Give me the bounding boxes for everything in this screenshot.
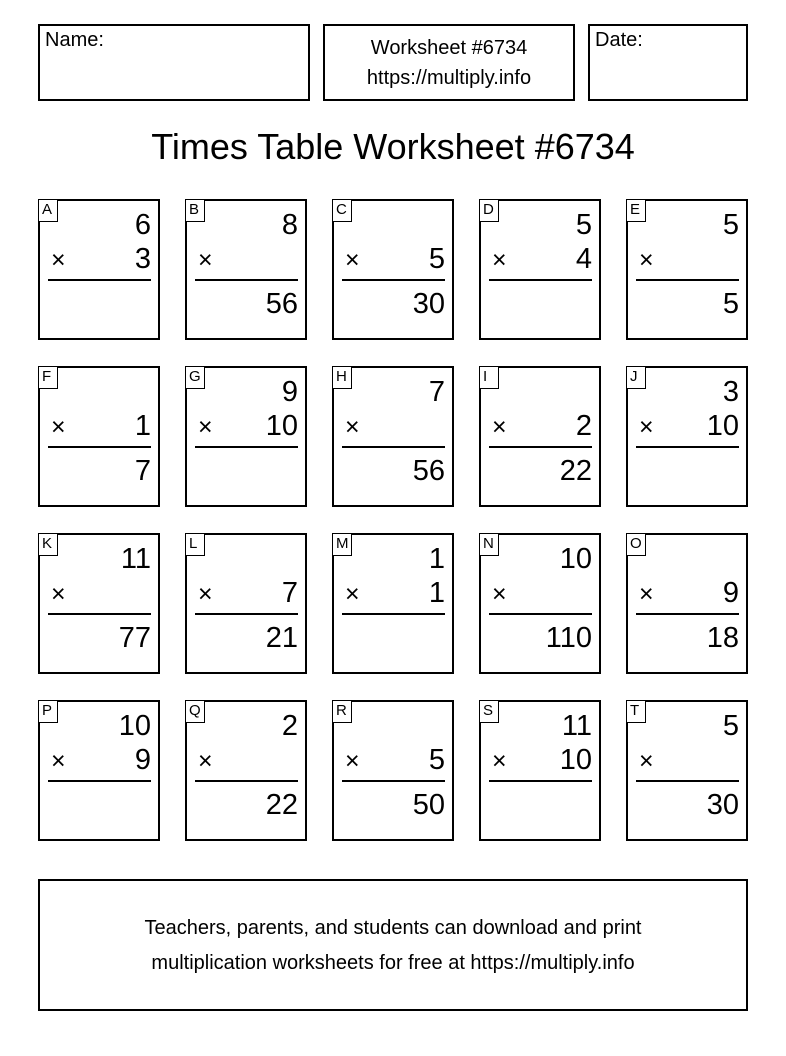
bottom-factor: 3	[134, 243, 151, 275]
problem-card	[332, 199, 454, 340]
product: 30	[412, 288, 445, 320]
problem-card	[626, 533, 748, 674]
times-sign: ×	[51, 580, 66, 608]
top-factor: 7	[428, 376, 445, 408]
top-factor: 3	[722, 376, 739, 408]
problem-card	[185, 533, 307, 674]
answer-rule	[489, 446, 592, 448]
times-sign: ×	[492, 413, 507, 441]
top-factor: 5	[575, 209, 592, 241]
bottom-factor: 1	[428, 577, 445, 609]
product: 5	[722, 288, 739, 320]
times-sign: ×	[198, 580, 213, 608]
answer-rule	[342, 279, 445, 281]
bottom-factor: 4	[575, 243, 592, 275]
answer-rule	[489, 780, 592, 782]
problem-card	[185, 366, 307, 507]
bottom-factor: 5	[428, 243, 445, 275]
times-sign: ×	[345, 413, 360, 441]
problem-letter: A	[38, 199, 58, 222]
bottom-factor: 9	[134, 744, 151, 776]
answer-rule	[636, 613, 739, 615]
problem-letter: F	[38, 366, 58, 389]
answer-rule	[342, 613, 445, 615]
worksheet-id: Worksheet #6734	[370, 37, 528, 59]
answer-rule	[48, 279, 151, 281]
footer-line-1: Teachers, parents, and students can download and print	[144, 917, 642, 939]
problem-letter: P	[38, 700, 58, 723]
times-sign: ×	[198, 246, 213, 274]
problem-letter: E	[626, 199, 646, 222]
times-sign: ×	[639, 246, 654, 274]
bottom-factor: 5	[428, 744, 445, 776]
name-label: Name:	[45, 29, 104, 51]
top-factor: 1	[428, 543, 445, 575]
problem-card	[185, 199, 307, 340]
times-sign: ×	[198, 413, 213, 441]
answer-rule	[489, 613, 592, 615]
name-field-box[interactable]	[38, 24, 310, 101]
times-sign: ×	[51, 747, 66, 775]
problem-card	[479, 366, 601, 507]
problem-card	[332, 533, 454, 674]
problem-card	[38, 199, 160, 340]
date-label: Date:	[595, 29, 643, 51]
problem-letter: B	[185, 199, 205, 222]
problem-letter: H	[332, 366, 352, 389]
product: 22	[559, 455, 592, 487]
worksheet-url: https://multiply.info	[366, 67, 532, 89]
footer-box	[38, 879, 748, 1011]
problem-card	[626, 366, 748, 507]
answer-rule	[636, 279, 739, 281]
times-sign: ×	[345, 747, 360, 775]
answer-rule	[195, 446, 298, 448]
problem-card	[332, 366, 454, 507]
problem-letter: L	[185, 533, 205, 556]
problem-letter: D	[479, 199, 499, 222]
times-sign: ×	[492, 246, 507, 274]
product: 56	[412, 455, 445, 487]
problem-card	[626, 199, 748, 340]
answer-rule	[195, 613, 298, 615]
times-sign: ×	[345, 246, 360, 274]
problem-letter: G	[185, 366, 205, 389]
times-sign: ×	[492, 747, 507, 775]
answer-rule	[342, 780, 445, 782]
times-sign: ×	[639, 747, 654, 775]
product: 77	[118, 622, 151, 654]
top-factor: 10	[559, 543, 592, 575]
top-factor: 2	[281, 710, 298, 742]
problem-card	[332, 700, 454, 841]
bottom-factor: 1	[134, 410, 151, 442]
bottom-factor: 10	[559, 744, 592, 776]
answer-rule	[195, 279, 298, 281]
footer-line-2: multiplication worksheets for free at https://multiply.info	[151, 952, 635, 974]
times-sign: ×	[639, 580, 654, 608]
times-sign: ×	[345, 580, 360, 608]
product: 18	[706, 622, 739, 654]
problem-letter: S	[479, 700, 499, 723]
answer-rule	[342, 446, 445, 448]
top-factor: 11	[561, 710, 592, 742]
bottom-factor: 10	[706, 410, 739, 442]
answer-rule	[636, 446, 739, 448]
worksheet-info-box	[323, 24, 575, 101]
problem-letter: J	[626, 366, 646, 389]
product: 7	[134, 455, 151, 487]
problem-letter: R	[332, 700, 352, 723]
top-factor: 8	[281, 209, 298, 241]
bottom-factor: 7	[281, 577, 298, 609]
bottom-factor: 2	[575, 410, 592, 442]
answer-rule	[195, 780, 298, 782]
date-field-box[interactable]	[588, 24, 748, 101]
problem-letter: C	[332, 199, 352, 222]
bottom-factor: 9	[722, 577, 739, 609]
problem-card	[38, 533, 160, 674]
top-factor: 5	[722, 209, 739, 241]
times-sign: ×	[639, 413, 654, 441]
problem-letter: Q	[185, 700, 205, 723]
times-sign: ×	[51, 246, 66, 274]
top-factor: 10	[118, 710, 151, 742]
page-title: Times Table Worksheet #6734	[151, 126, 635, 167]
problem-letter: T	[626, 700, 646, 723]
answer-rule	[48, 446, 151, 448]
answer-rule	[636, 780, 739, 782]
problem-card	[479, 199, 601, 340]
problem-letter: N	[479, 533, 499, 556]
times-sign: ×	[51, 413, 66, 441]
problem-card	[185, 700, 307, 841]
problem-card	[479, 533, 601, 674]
product: 30	[706, 789, 739, 821]
answer-rule	[48, 613, 151, 615]
product: 110	[545, 622, 592, 654]
product: 22	[265, 789, 298, 821]
top-factor: 5	[722, 710, 739, 742]
times-sign: ×	[198, 747, 213, 775]
problem-card	[38, 700, 160, 841]
top-factor: 9	[281, 376, 298, 408]
problem-card	[479, 700, 601, 841]
product: 21	[265, 622, 298, 654]
product: 56	[265, 288, 298, 320]
top-factor: 6	[134, 209, 151, 241]
answer-rule	[489, 279, 592, 281]
problem-letter: O	[626, 533, 646, 556]
times-sign: ×	[492, 580, 507, 608]
top-factor: 11	[120, 543, 151, 575]
problem-letter: M	[332, 533, 352, 556]
problem-letter: K	[38, 533, 58, 556]
problem-card	[38, 366, 160, 507]
problem-card	[626, 700, 748, 841]
product: 50	[412, 789, 445, 821]
problem-letter: I	[479, 366, 499, 389]
bottom-factor: 10	[265, 410, 298, 442]
answer-rule	[48, 780, 151, 782]
